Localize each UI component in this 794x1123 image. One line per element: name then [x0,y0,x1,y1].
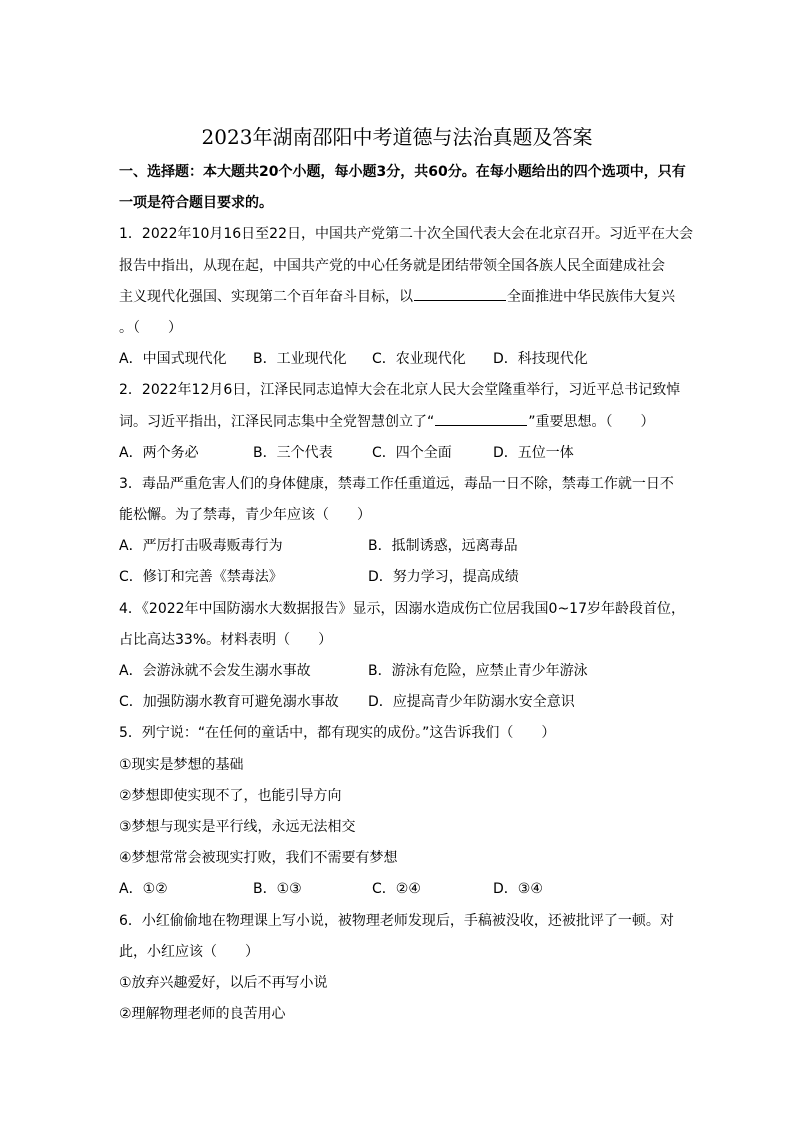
fill-in-blank [414,286,506,301]
option-a: A．严厉打击吸毒贩毒行为 [119,538,283,555]
question-line [119,407,679,438]
options-row [119,656,679,687]
document-body [119,157,693,1030]
question-line: 占比高达33%。材料表明（ ） [119,631,333,648]
section-header-line: 一项是符合题目要求的。 [119,195,273,212]
option-c: C．修订和完善《禁毒法》 [119,569,283,586]
question-line: 报告中指出，从现在起，中国共产党的中心任务就是团结带领全国各族人民全面建成社会 [119,257,665,274]
option-a: A．两个务必 [119,444,199,461]
option-b: B．工业现代化 [253,351,347,368]
option-d: D．科技现代化 [493,351,588,368]
question-line: 能松懈。为了禁毒，青少年应该（ ） [119,507,371,524]
option-b: B．三个代表 [253,444,333,461]
option-d: D．③④ [493,881,543,898]
question-line: 此，小红应该（ ） [119,943,259,960]
question-line: ④梦想常常会被现实打败，我们不需要有梦想 [119,850,398,867]
options-row [119,874,679,905]
question-text: 主义现代化强国、实现第二个百年奋斗目标，以 [119,288,413,305]
question-line: ②理解物理老师的良苦用心 [119,1006,286,1023]
option-a: A．会游泳就不会发生溺水事故 [119,663,311,679]
question-line: ①现实是梦想的基础 [119,756,244,773]
question-line: 。（ ） [119,319,182,336]
fill-in-blank [435,411,527,426]
question-line: 3．毒品严重危害人们的身体健康，禁毒工作任重道远，毒品一日不除，禁毒工作就一日不 [119,475,674,492]
question-line: 4．《2022年中国防溺水大数据报告》显示，因溺水造成伤亡位居我国0~17岁年龄段首位， [119,600,685,617]
option-c: C．四个全面 [372,444,452,461]
question-line: ②梦想即使实现不了，也能引导方向 [119,787,342,804]
question-line: ①放弃兴趣爱好，以后不再写小说 [119,974,328,991]
question-line: 2．2022年12月6日，江泽民同志追悼大会在北京人民大会堂隆重举行，习近平总书记致悼 [119,382,681,399]
section-header-line: 一、选择题：本大题共20个小题，每小题3分，共60分。在每小题给出的四个选项中，只有 [119,164,686,180]
options-row [119,344,679,375]
question-line: 1．2022年10月16日至22日，中国共产党第二十次全国代表大会在北京召开。习近平在大会 [119,226,693,243]
options-row [119,438,679,469]
question-text: 全面推进中华民族伟大复兴 [507,288,675,305]
option-c: C．②④ [372,881,421,898]
options-row [119,562,679,593]
question-text: ”重要思想。（ ） [528,413,655,430]
option-a: A．中国式现代化 [119,351,227,368]
option-b: B．抵制诱惑，远离毒品 [368,538,518,555]
options-row [119,531,679,562]
option-c: C．农业现代化 [372,351,466,368]
question-line: ③梦想与现实是平行线，永远无法相交 [119,818,356,835]
option-a: A．①② [119,881,168,898]
option-d: D．五位一体 [493,444,574,461]
option-b: B．游泳有危险，应禁止青少年游泳 [368,663,588,679]
option-d: D．努力学习，提高成绩 [368,569,519,586]
question-line: 6．小红偷偷地在物理课上写小说，被物理老师发现后，手稿被没收，还被批评了一顿。对 [119,912,674,929]
question-line: 5．列宁说：“在任何的童话中，都有现实的成份。”这告诉我们（ ） [119,725,556,742]
option-d: D．应提高青少年防溺水安全意识 [368,694,575,711]
option-b: B．①③ [253,881,302,898]
document-title: 2023年湖南邵阳中考道德与法治真题及答案 [201,125,593,149]
options-row [119,687,679,718]
question-line [119,282,679,313]
option-c: C．加强防溺水教育可避免溺水事故 [119,694,339,711]
question-text: 词。习近平指出，江泽民同志集中全党智慧创立了“ [119,413,435,430]
